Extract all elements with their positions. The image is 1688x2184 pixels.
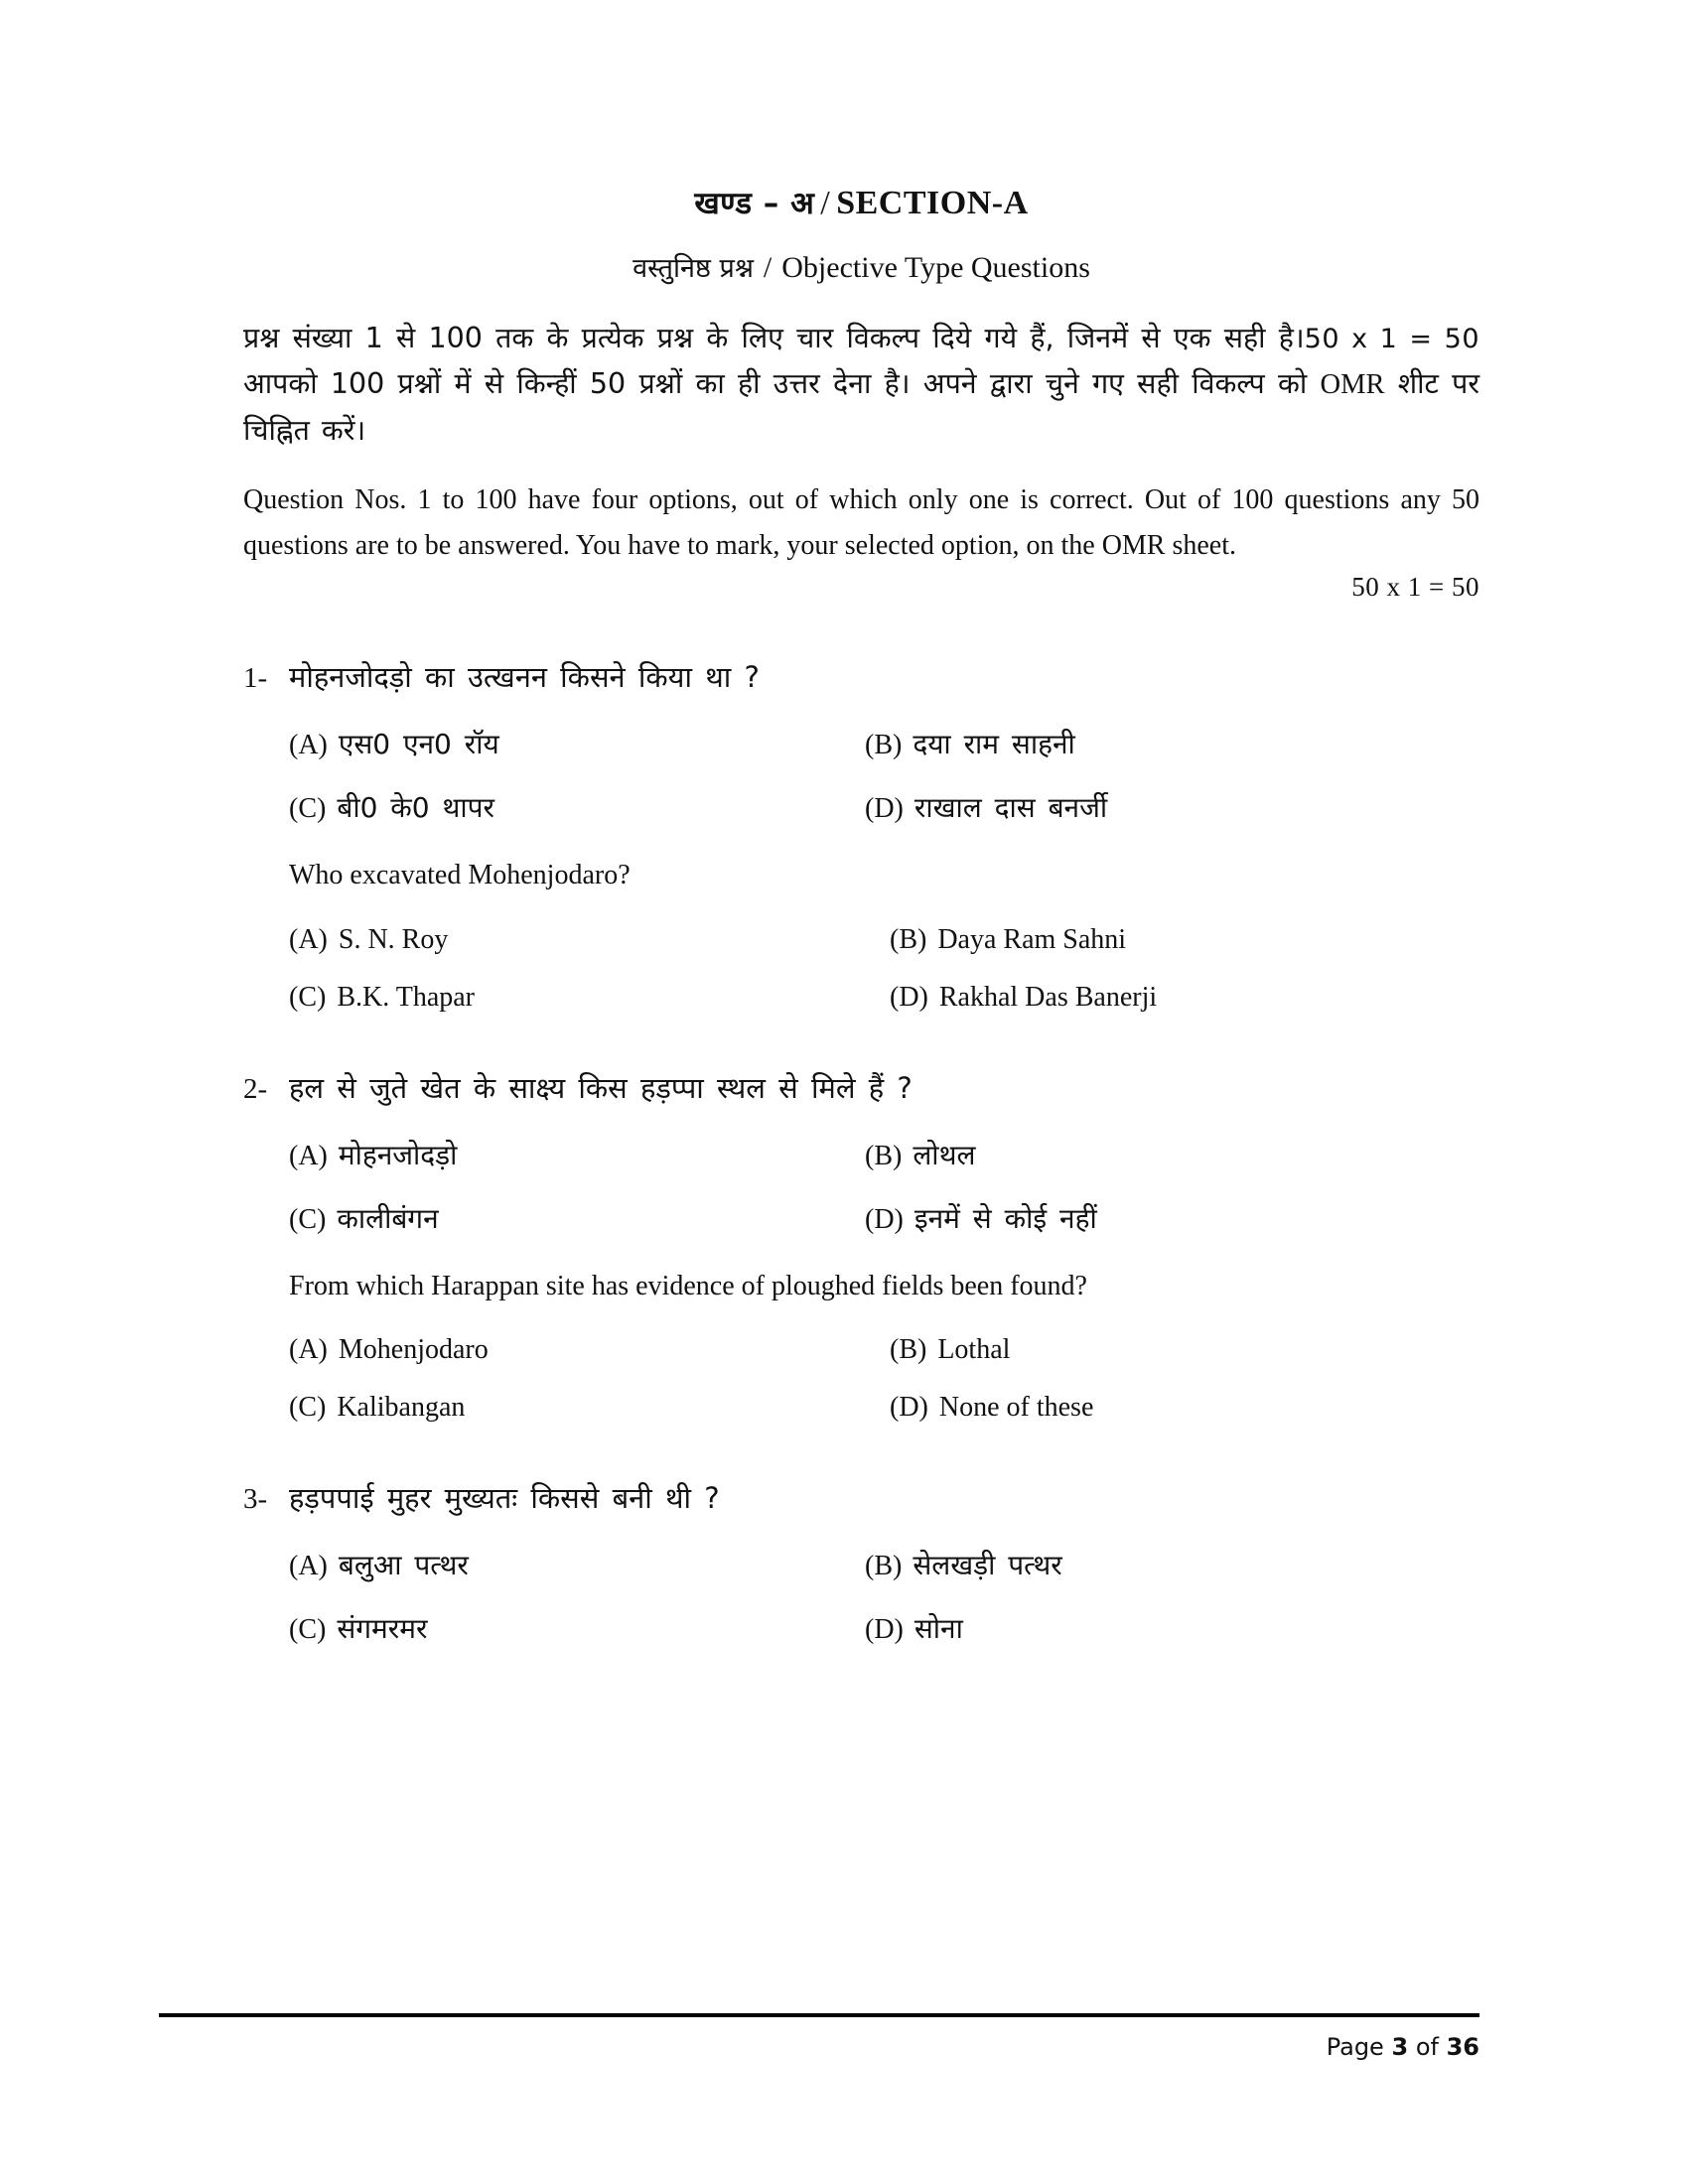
- instructions-english: Question Nos. 1 to 100 have four options, out of which only one is correct. Out of 100 questions any 50 questions are to be answered. You have to mark, your selected option, on the OMR sheet.: [243, 484, 1479, 561]
- option-d-en-label: (D): [890, 1392, 928, 1424]
- option-c-text: कालीबंगन: [337, 1201, 439, 1235]
- instructions-hindi-marks: 50 x 1 = 50: [1304, 323, 1479, 354]
- question-stem-hindi: [243, 656, 1479, 699]
- page-total-number: 36: [1446, 2033, 1479, 2061]
- option-c-text: बी0 के0 थापर: [337, 791, 495, 825]
- option-a-text: एस0 एन0 रॉय: [338, 728, 499, 761]
- option-c-label: (C): [289, 793, 327, 825]
- option-a-en-label: (A): [289, 923, 328, 955]
- option-c-label: (C): [289, 1203, 327, 1235]
- question-stem-hindi: [243, 1067, 1479, 1110]
- options-hindi: [243, 725, 1479, 826]
- instructions-english-marks: 50 x 1 = 50: [1351, 571, 1479, 602]
- options-row: [289, 982, 1479, 1014]
- section-heading-separator: /: [820, 185, 831, 221]
- page-content: [243, 0, 1479, 1647]
- option-c-en-label: (C): [289, 1392, 327, 1424]
- option-a-text: मोहनजोदड़ो: [338, 1138, 458, 1171]
- option-b-en[interactable]: [890, 1334, 1479, 1366]
- instructions-hindi-text-part2: शीट पर चिह्नित करें।: [243, 366, 1479, 448]
- options-row: [289, 1609, 1479, 1647]
- option-a[interactable]: [289, 1136, 865, 1173]
- question-stem-hindi-text: हड़पपाई मुहर मुख्यतः किससे बनी थी ?: [289, 1481, 720, 1516]
- option-c-en[interactable]: [289, 982, 890, 1014]
- option-d-en-text: Rakhal Das Banerji: [938, 981, 1158, 1013]
- options-hindi: [243, 1546, 1479, 1647]
- option-b[interactable]: [865, 1136, 1479, 1173]
- option-c[interactable]: [289, 1609, 865, 1647]
- question-stem-hindi-text: मोहनजोदड़ो का उत्खनन किसने किया था ?: [289, 659, 760, 694]
- option-d[interactable]: [865, 1199, 1479, 1237]
- question-block: [243, 1067, 1479, 1425]
- section-heading-hindi: खण्ड – अ: [694, 186, 815, 221]
- option-b-en-text: Lothal: [937, 1334, 1011, 1366]
- option-b[interactable]: [865, 725, 1479, 762]
- question-number: 1-: [243, 661, 268, 694]
- option-a-label: (A): [289, 1551, 328, 1582]
- option-b-text: लोथल: [913, 1138, 976, 1171]
- page-number-indicator: [159, 2033, 1479, 2061]
- footer-divider: [159, 2013, 1479, 2017]
- page-prefix-label: Page: [1326, 2033, 1384, 2061]
- option-a-en[interactable]: [289, 924, 890, 956]
- option-a-text: बलुआ पत्थर: [338, 1549, 469, 1582]
- option-d-en[interactable]: [890, 982, 1479, 1014]
- option-c[interactable]: [289, 1199, 865, 1237]
- options-row: [289, 1334, 1479, 1366]
- option-c-label: (C): [289, 1614, 327, 1646]
- option-b-en-label: (B): [890, 923, 927, 955]
- question-number: 2-: [243, 1072, 268, 1105]
- section-heading: [243, 184, 1479, 224]
- option-d-label: (D): [865, 793, 904, 825]
- option-c-en[interactable]: [289, 1392, 890, 1424]
- options-hindi: [243, 1136, 1479, 1237]
- options-row: [289, 1136, 1479, 1173]
- option-a-en-text: S. N. Roy: [338, 923, 449, 955]
- option-d-label: (D): [865, 1614, 904, 1646]
- sub-heading-hindi: वस्तुनिष्ठ प्रश्न: [633, 252, 754, 284]
- options-english: [243, 1334, 1479, 1424]
- option-b-text: सेलखड़ी पत्थर: [913, 1549, 1062, 1582]
- sub-heading-separator: /: [763, 250, 773, 284]
- options-english: [243, 924, 1479, 1014]
- section-heading-english: SECTION-A: [836, 185, 1029, 221]
- instructions-hindi-omr-label: OMR: [1320, 368, 1385, 400]
- option-a[interactable]: [289, 1546, 865, 1583]
- instructions-hindi: [243, 316, 1479, 454]
- option-c-text: संगमरमर: [337, 1612, 428, 1646]
- option-b-label: (B): [865, 730, 903, 761]
- option-a-en[interactable]: [289, 1334, 890, 1366]
- option-b-en[interactable]: [890, 924, 1479, 956]
- instructions-hindi-text-part1: प्रश्न संख्या 1 से 100 तक के प्रत्येक प्रश्न के लिए चार विकल्प दिये गये हैं, जिनमें से एक सही है। आपको 100 प्रश्नों में से किन्हीं 50 प्रश्नों का ही उत्तर देना है। अपने द्वारा चुने गए सही विकल्प को: [243, 321, 1321, 400]
- option-a-label: (A): [289, 1140, 328, 1171]
- option-c-en-label: (C): [289, 981, 327, 1013]
- option-d[interactable]: [865, 1609, 1479, 1647]
- option-d-en[interactable]: [890, 1392, 1479, 1424]
- question-stem-english: From which Harappan site has evidence of ploughed fields been found?: [289, 1270, 1087, 1301]
- question-stem-english: Who excavated Mohenjodaro?: [289, 860, 631, 891]
- option-a-en-label: (A): [289, 1334, 328, 1366]
- question-stem-hindi-text: हल से जुते खेत के साक्ष्य किस हड़प्पा स्थल से मिले हैं ?: [289, 1070, 913, 1105]
- question-stem-hindi: [243, 1477, 1479, 1520]
- options-row: [289, 924, 1479, 956]
- question-number: 3-: [243, 1483, 268, 1516]
- question-block: [243, 1477, 1479, 1647]
- options-row: [289, 1546, 1479, 1583]
- sub-heading-english: Objective Type Questions: [781, 250, 1090, 284]
- page-footer: [159, 2013, 1479, 2061]
- option-c-en-text: B.K. Thapar: [337, 981, 476, 1013]
- option-a-en-text: Mohenjodaro: [338, 1334, 489, 1366]
- option-b-en-text: Daya Ram Sahni: [937, 923, 1127, 955]
- page-of-label: of: [1415, 2033, 1439, 2061]
- option-b-text: दया राम साहनी: [913, 728, 1075, 761]
- option-b-label: (B): [865, 1140, 903, 1171]
- options-row: [289, 1199, 1479, 1237]
- option-d-text: राखाल दास बनर्जी: [914, 791, 1108, 825]
- option-d-en-label: (D): [890, 981, 928, 1013]
- options-row: [289, 725, 1479, 762]
- options-row: [289, 788, 1479, 826]
- option-a-label: (A): [289, 730, 328, 761]
- option-d-text: इनमें से कोई नहीं: [914, 1201, 1097, 1235]
- option-c[interactable]: [289, 788, 865, 826]
- option-a[interactable]: [289, 725, 865, 762]
- option-d-label: (D): [865, 1203, 904, 1235]
- page-current-number: 3: [1391, 2033, 1409, 2061]
- option-d[interactable]: [865, 788, 1479, 826]
- option-d-en-text: None of these: [938, 1392, 1094, 1424]
- option-b-en-label: (B): [890, 1334, 927, 1366]
- option-c-en-text: Kalibangan: [337, 1392, 466, 1424]
- sub-heading: [243, 250, 1479, 286]
- options-row: [289, 1392, 1479, 1424]
- option-b-label: (B): [865, 1551, 903, 1582]
- option-d-text: सोना: [914, 1612, 963, 1646]
- option-b[interactable]: [865, 1546, 1479, 1583]
- question-block: [243, 656, 1479, 1014]
